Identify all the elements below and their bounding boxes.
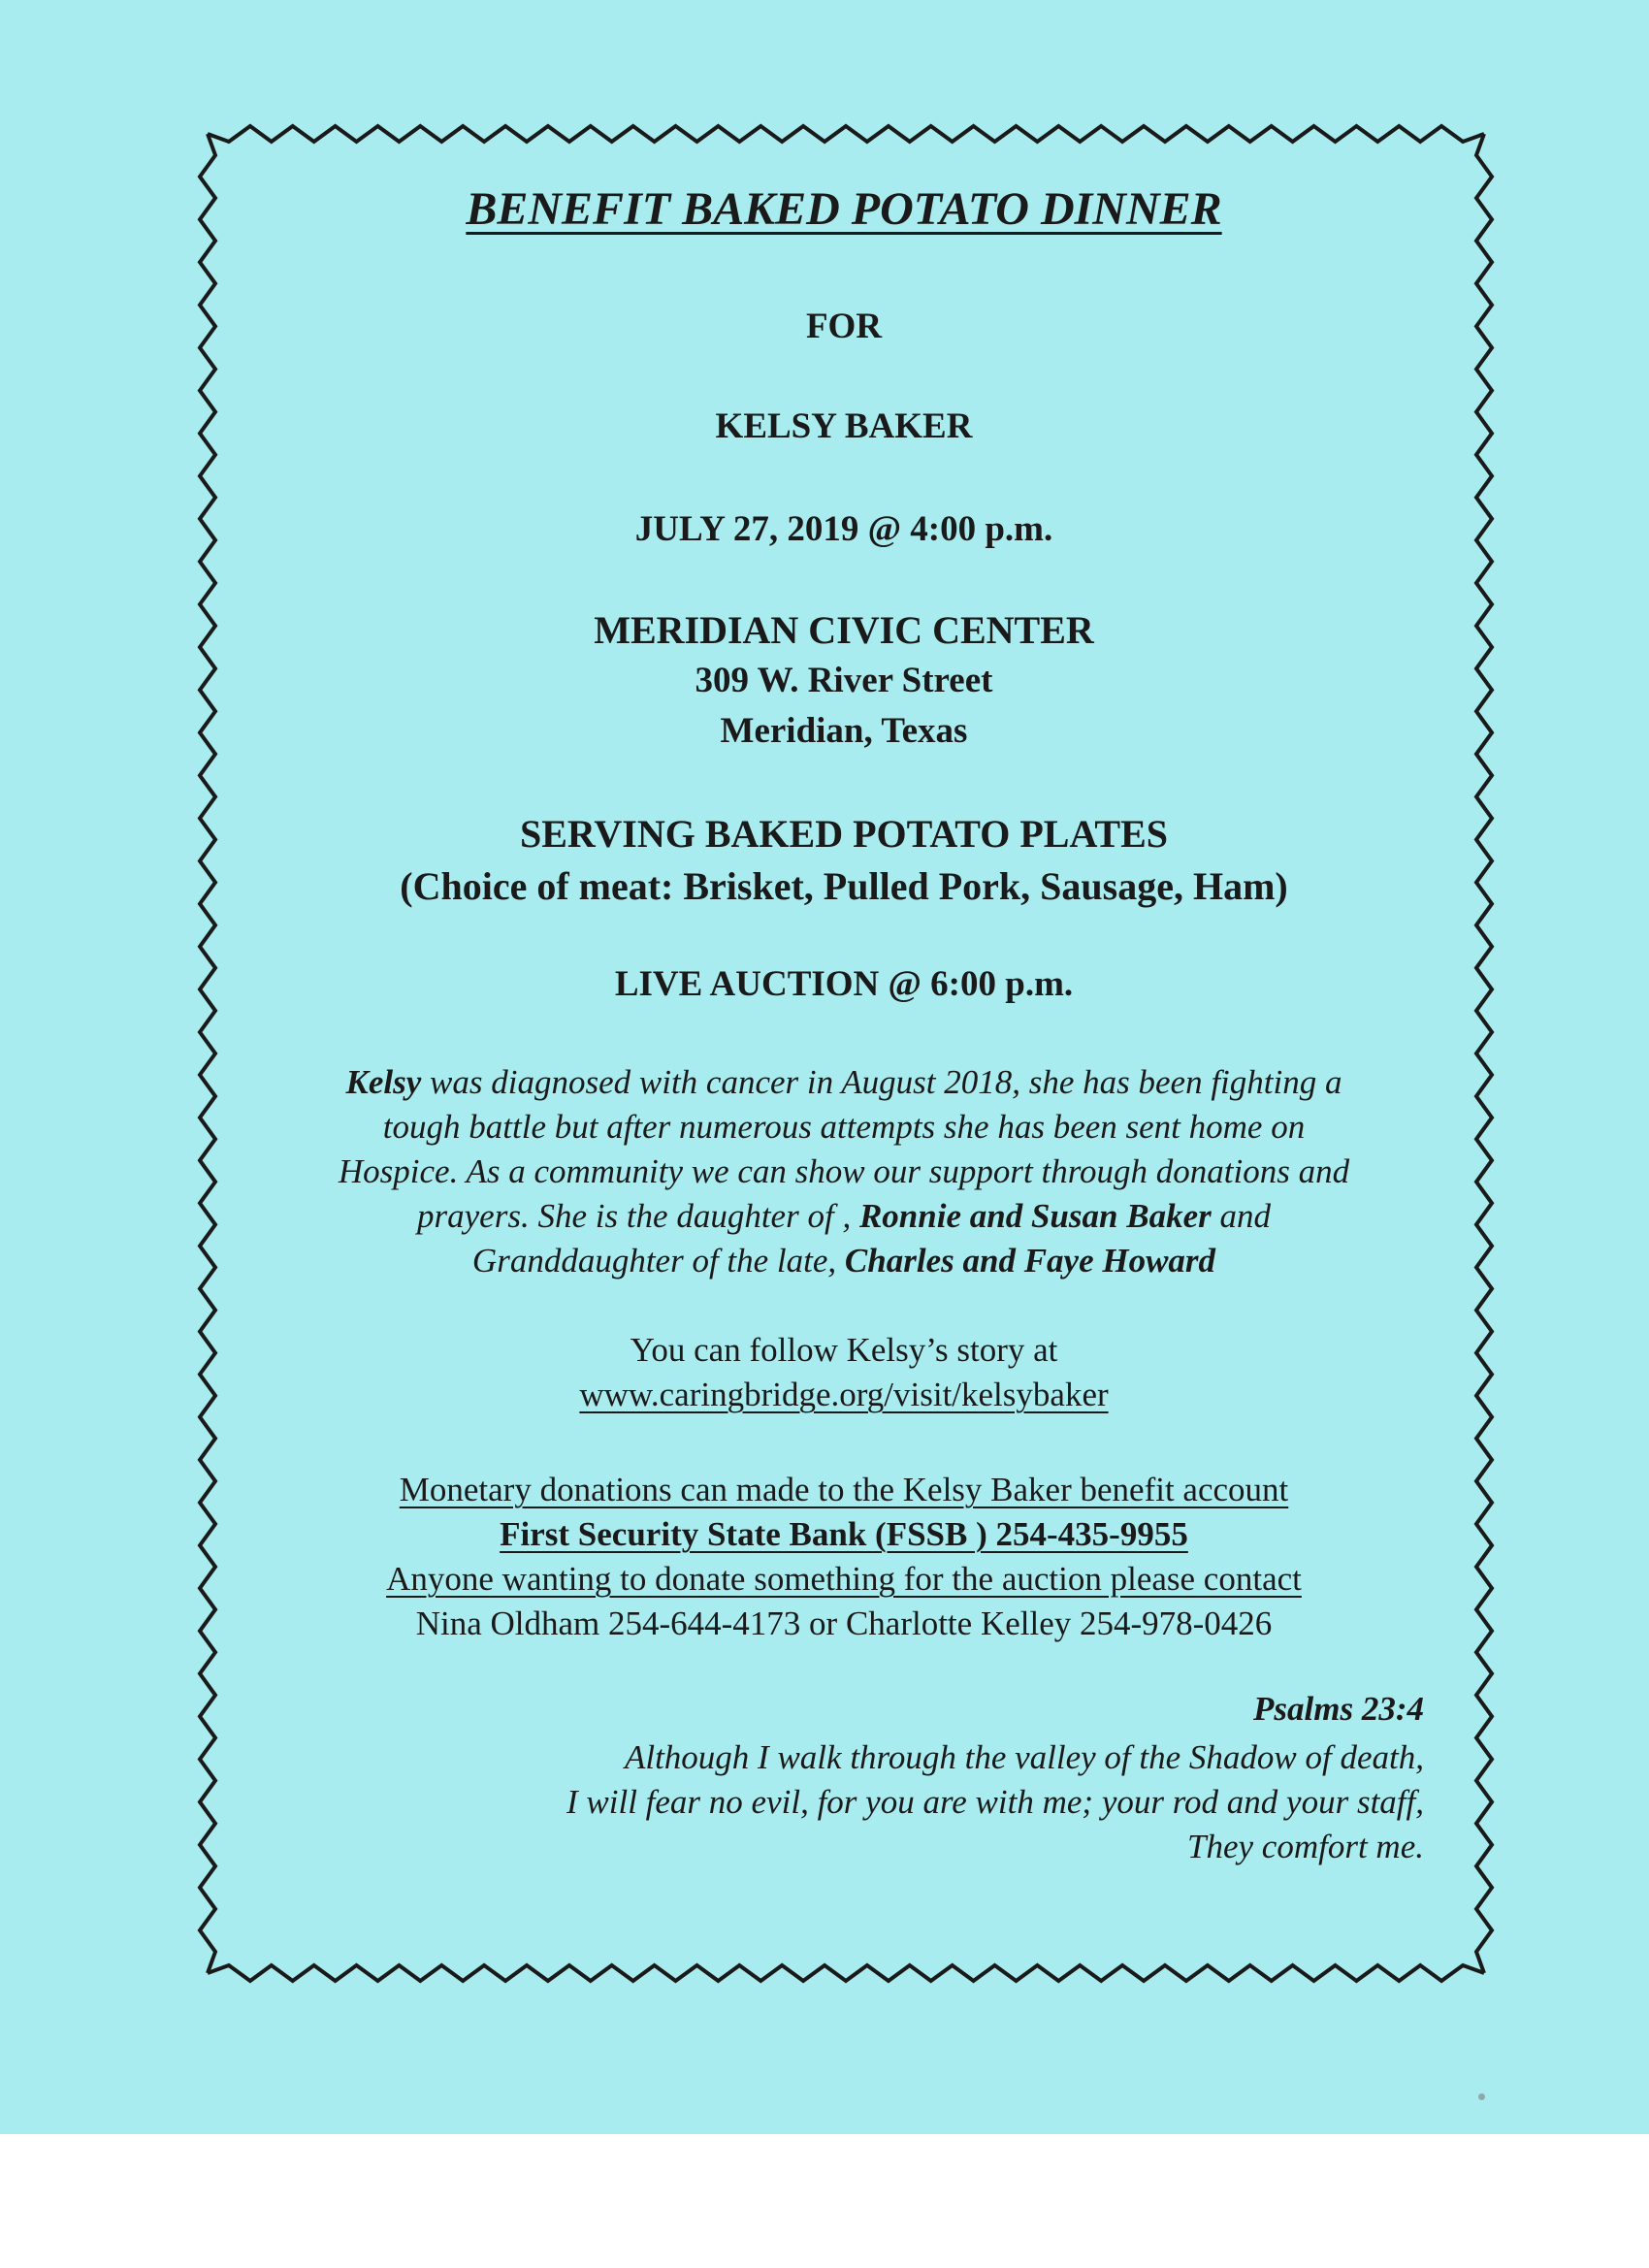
honoree-name: KELSY BAKER — [715, 406, 973, 446]
verse-reference: Psalms 23:4 — [1253, 1690, 1424, 1728]
event-datetime: JULY 27, 2019 @ 4:00 p.m. — [634, 509, 1053, 549]
menu-heading: SERVING BAKED POTATO PLATES — [520, 812, 1168, 856]
story-line-4-pre: prayers. She is the daughter of , — [417, 1197, 859, 1235]
for-label: FOR — [805, 307, 883, 346]
follow-text: You can follow Kelsy’s story at — [630, 1331, 1058, 1369]
story-line-4-post: and — [1211, 1197, 1271, 1235]
story-line-3: Hospice. As a community we can show our support through donations and — [338, 1152, 1350, 1190]
venue-name: MERIDIAN CIVIC CENTER — [594, 608, 1094, 652]
verse-line-1: Although I walk through the valley of the Shadow of death, — [624, 1738, 1424, 1776]
donation-line: Monetary donations can made to the Kelsy Baker benefit account — [399, 1471, 1289, 1508]
story-line-4 — [242, 1197, 1445, 1236]
venue-city: Meridian, Texas — [720, 711, 968, 751]
story-line-1 — [242, 1063, 1445, 1102]
verse-line-2: I will fear no evil, for you are with me; your rod and your staff, — [566, 1783, 1424, 1821]
caringbridge-link[interactable]: www.caringbridge.org/visit/kelsybaker — [579, 1376, 1109, 1413]
menu-choices: (Choice of meat: Brisket, Pulled Pork, Sausage, Ham) — [400, 864, 1288, 908]
bank-info: First Security State Bank (FSSB ) 254-435-9955 — [500, 1515, 1188, 1553]
story-line-5 — [242, 1242, 1445, 1280]
story-line-5-pre: Granddaughter of the late, — [471, 1242, 845, 1280]
flyer-title: BENEFIT BAKED POTATO DINNER — [466, 183, 1222, 235]
scan-speck — [1478, 2093, 1485, 2100]
auction-time: LIVE AUCTION @ 6:00 p.m. — [614, 964, 1074, 1004]
story-line-2: tough battle but after numerous attempts she has been sent home on — [382, 1108, 1306, 1146]
verse-line-3: They comfort me. — [1187, 1828, 1424, 1865]
story-line-1-text: was diagnosed with cancer in August 2018, she has been fighting a — [421, 1063, 1342, 1101]
auction-donation-line: Anyone wanting to donate something for the auction please contact — [386, 1560, 1302, 1598]
story-grandparents: Charles and Faye Howard — [844, 1242, 1216, 1280]
story-name: Kelsy — [345, 1063, 422, 1101]
story-parents: Ronnie and Susan Baker — [858, 1197, 1212, 1235]
venue-street: 309 W. River Street — [695, 661, 993, 700]
contact-info: Nina Oldham 254-644-4173 or Charlotte Kelley 254-978-0426 — [415, 1604, 1273, 1642]
